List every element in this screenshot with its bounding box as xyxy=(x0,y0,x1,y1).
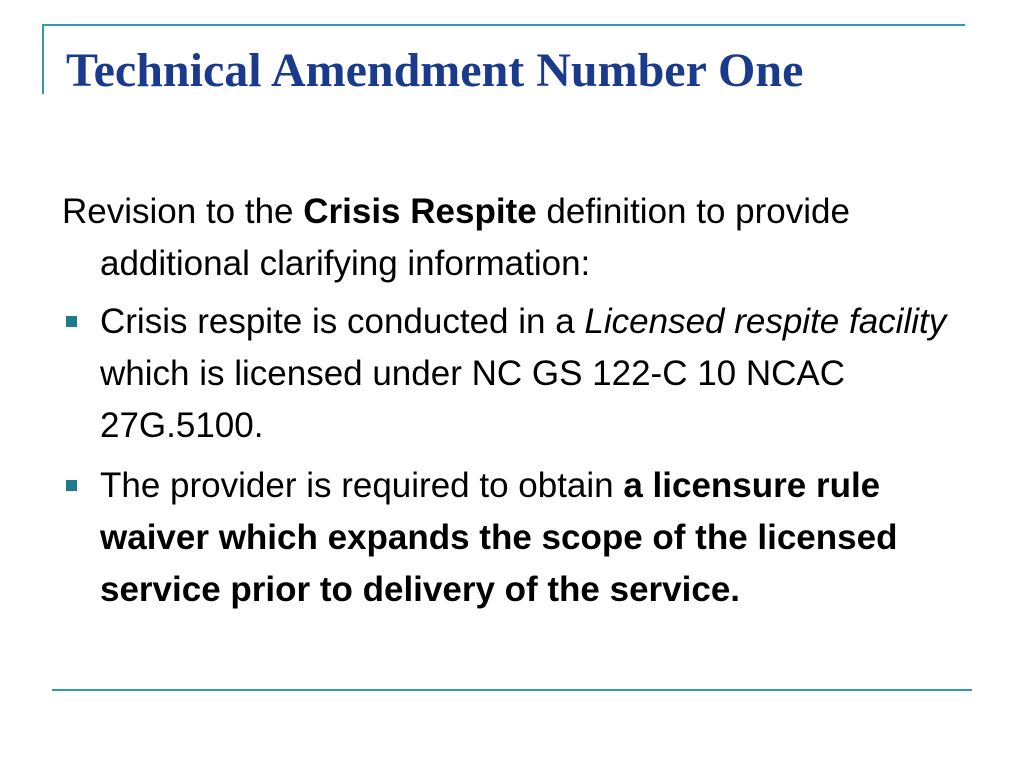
bottom-accent-line xyxy=(52,689,972,691)
square-bullet-icon xyxy=(66,316,77,327)
slide-body xyxy=(62,186,972,624)
bullet-bold-statement: a licensure rule waiver which expands the scope of the licensed service prior to delivery of the service. xyxy=(100,466,898,609)
top-accent-line xyxy=(42,24,965,26)
intro-paragraph xyxy=(62,186,972,290)
bullet-text-start: Crisis respite is conducted in a xyxy=(100,302,585,341)
intro-bold-term: Crisis Respite xyxy=(303,192,537,231)
slide-title: Technical Amendment Number One xyxy=(66,44,804,97)
bullet-list xyxy=(62,296,972,616)
intro-text-end: definition to provide additional clarifying information: xyxy=(100,192,850,283)
square-bullet-icon xyxy=(66,480,77,491)
bullet-text-start: The provider is required to obtain xyxy=(100,466,624,505)
bullet-item xyxy=(62,296,972,452)
bullet-text-end: which is licensed under NC GS 122-C 10 NCAC 27G.5100. xyxy=(100,354,846,445)
bullet-italic-term: Licensed respite facility xyxy=(584,302,947,341)
intro-text-start: Revision to the xyxy=(62,192,304,231)
left-accent-line xyxy=(42,24,44,94)
bullet-item xyxy=(62,460,972,616)
